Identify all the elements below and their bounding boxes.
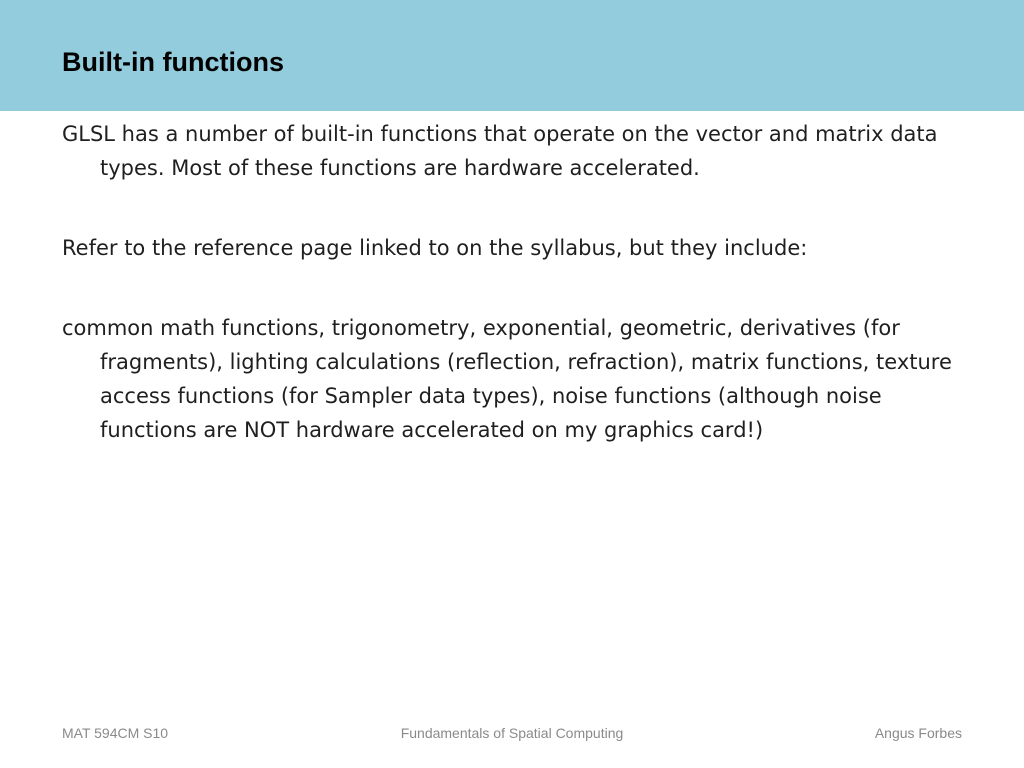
paragraph-intro: GLSL has a number of built-in functions that operate on the vector and matrix data types. Most of these functions are hardware accelerated. — [62, 122, 938, 180]
title-bar — [0, 0, 1024, 111]
footer-author: Angus Forbes — [874, 725, 962, 741]
paragraph-reference: Refer to the reference page linked to on the syllabus, but they include: — [62, 236, 808, 260]
slide-title: Built-in functions — [62, 47, 284, 77]
footer-course-title: Fundamentals of Spatial Computing — [400, 725, 624, 741]
paragraph-function-list: common math functions, trigonometry, exponential, geometric, derivatives (for fragments), lighting calculations (reflection, refraction), matrix functions, texture access functions (for Sampler data types), noise functions (although noise functions are NOT hardware accelerated on my graphics card!) — [62, 316, 952, 442]
footer-course: MAT 594CM S10 — [62, 725, 169, 741]
slide-body — [62, 117, 972, 493]
